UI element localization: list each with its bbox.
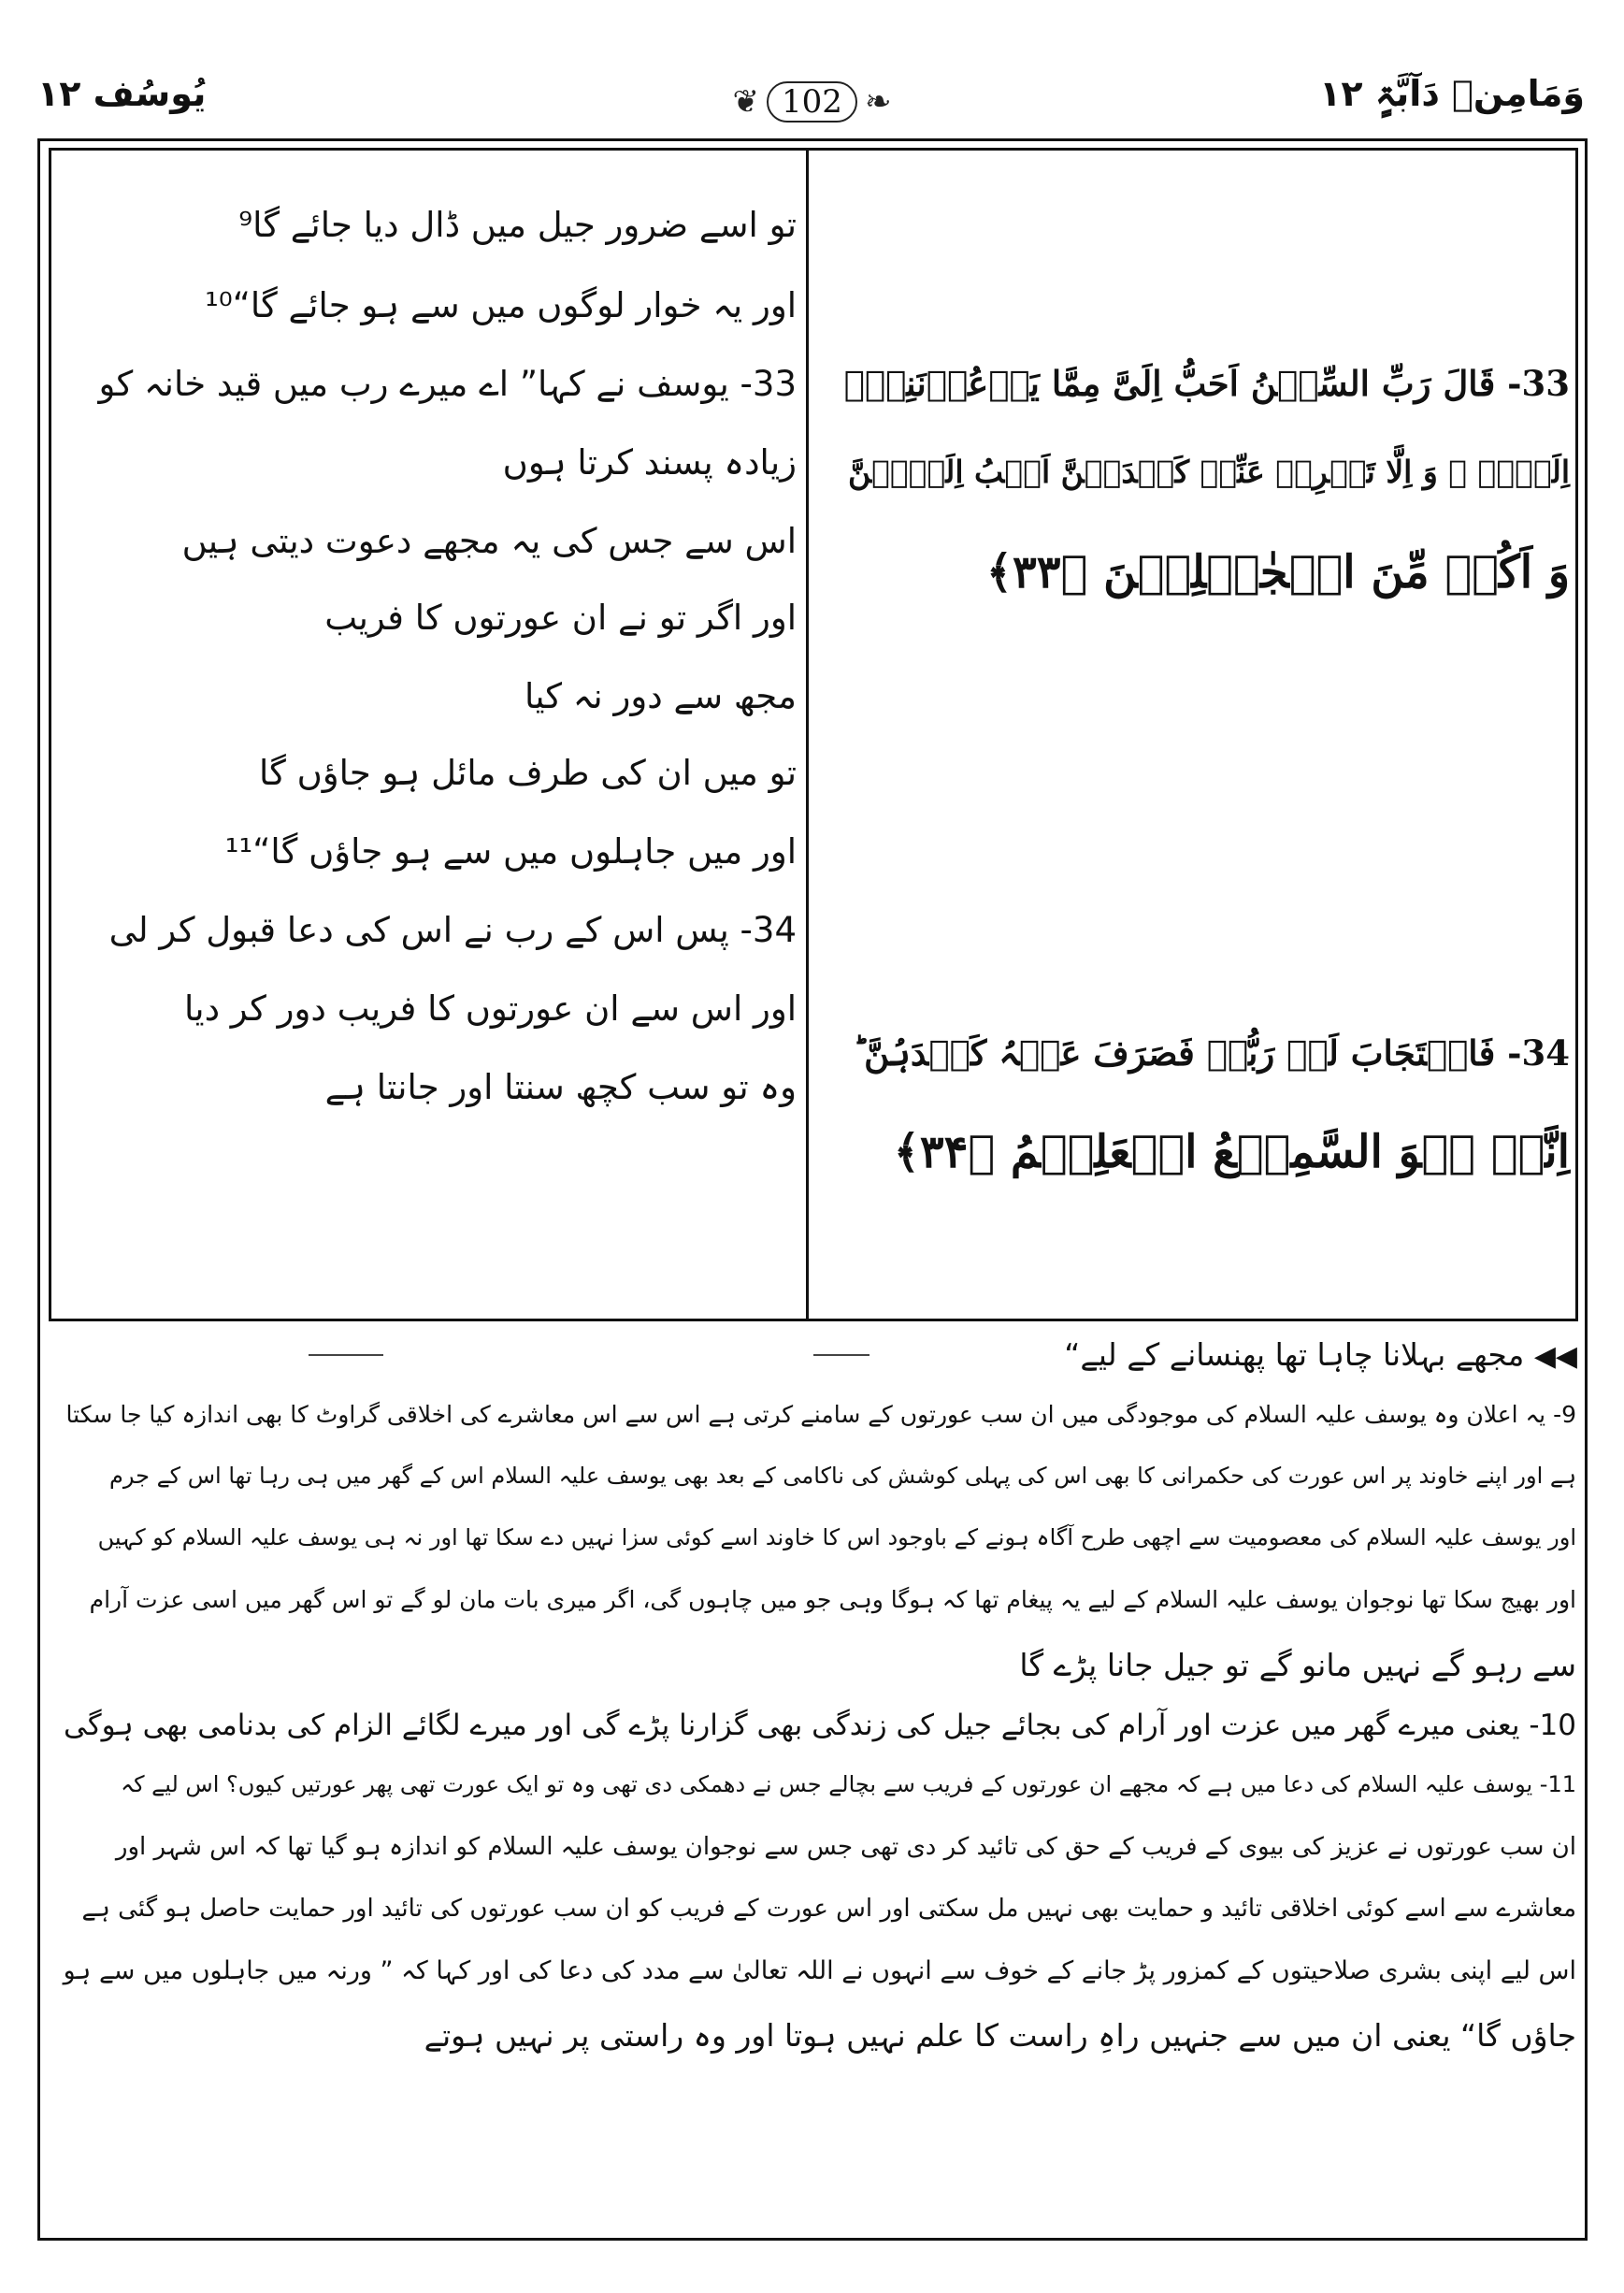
notes-intro: [1064, 1336, 1577, 1373]
verse-33-line: 33- قَالَ رَبِّ السِّجۡنُ اَحَبُّ اِلَیَّ مِمَّا یَدۡعُوۡنَنِیۡۤ: [843, 363, 1570, 404]
page-number-badge: [711, 73, 913, 131]
translation-line: تو میں ان کی طرف مائل ہو جاؤں گا: [258, 753, 797, 793]
translation-line: زیادہ پسند کرتا ہوں: [502, 442, 797, 483]
translation-line: اور میں جاہلوں میں سے ہو جاؤں گا“¹¹: [224, 831, 797, 872]
footnote-line: ان سب عورتوں نے عزیز کی بیوی کے فریب کے حق کی تائید کر دی تھی جس سے نوجوان یوسف علیہ السلام کو اندازہ ہو گیا تھا کہ اس شہر اور: [115, 1833, 1576, 1861]
footnote-line: 11- یوسف علیہ السلام کی دعا میں ہے کہ مجھے ان عورتوں کے فریب سے بچالے جس نے دھمکی دی تھی وہ تو ایک عورت تھی پھر عورتیں کیوں؟ اس لیے کہ: [121, 1771, 1576, 1797]
left-ornament-icon: ❦: [732, 83, 760, 121]
verse-34-line: 34- فَاسۡتَجَابَ لَہٗ رَبُّہٗ فَصَرَفَ عَنۡہُ کَیۡدَہُنَّ ؕ: [853, 1032, 1570, 1074]
decorative-dash: [813, 1354, 869, 1356]
footnote-line: اور یوسف علیہ السلام کی معصومیت سے اچھی طرح آگاہ ہونے کے باوجود اس کا خاوند اسے کوئی سزا نہیں دے سکا تھا اور نہ ہی یوسف علیہ السلام کو کہیں: [97, 1524, 1576, 1550]
footnote-line: معاشرے سے اسے کوئی اخلاقی تائید و حمایت بھی نہیں مل سکتی اور اس عورت کے فریب کو ان سب عورتوں کی تائید اور حمایت حاصل ہو گئی ہے: [81, 1895, 1576, 1923]
footnote-line: جاؤں گا“ یعنی ان میں سے جنہیں راہِ راست کا علم نہیں ہوتا اور وہ راستی پر نہیں ہوتے: [424, 2017, 1576, 2054]
footnote-line: 9- یہ اعلان وہ یوسف علیہ السلام کی موجودگی میں ان سب عورتوں کے سامنے کرتی ہے اس سے اس معاشرے کی اخلاقی گراوٹ کا بھی اندازہ کیا جا سکتا: [65, 1401, 1576, 1428]
surah-name-header: یُوسُف ۱۲: [37, 73, 207, 114]
notes-intro-text: مجھے بہلانا چاہا تھا پھنسانے کے لیے“: [1064, 1336, 1525, 1373]
translation-line: تو اسے ضرور جیل میں ڈال دیا جائے گا⁹: [238, 205, 797, 245]
right-ornament-icon: ❧: [864, 83, 892, 121]
footnote-line: ہے اور اپنے خاوند پر اس عورت کی حکمرانی کا بھی اس کی پہلی کوشش کی ناکامی کے بعد بھی یوسف علیہ السلام اس کے گھر میں ہی رہا تھا اس کے جرم: [109, 1463, 1576, 1489]
translation-line: اور اس سے ان عورتوں کا فریب دور کر دیا: [184, 988, 797, 1029]
decorative-dash: [309, 1354, 383, 1356]
footnote-line: اس لیے اپنی بشری صلاحیتوں کے کمزور پڑ جانے کے خوف سے انہوں نے اللہ تعالیٰ سے مدد کی دعا کی اور کہا کہ ” ورنہ میں جاہلوں میں سے ہو: [63, 1956, 1576, 1985]
translation-line: 33- یوسف نے کہا” اے میرے رب میں قید خانہ کو: [98, 364, 797, 404]
verse-34-line: اِنَّہٗ ہُوَ السَّمِیۡعُ الۡعَلِیۡمُ ﴿۳۴﴾: [893, 1126, 1570, 1178]
translation-line: اور یہ خوار لوگوں میں سے ہو جائے گا“¹⁰: [205, 285, 797, 325]
translation-line: 34- پس اس کے رب نے اس کی دعا قبول کر لی: [108, 910, 797, 950]
pointer-arrows-icon: ◀◀: [1533, 1340, 1577, 1373]
translation-line: مجھ سے دور نہ کیا: [524, 676, 797, 716]
verse-33-line: اِلَیۡہِ ۚ وَ اِلَّا تَصۡرِفۡ عَنِّیۡ کَیۡدَہُنَّ اَصۡبُ اِلَیۡہِنَّ: [847, 454, 1570, 490]
translation-line: اس سے جس کی یہ مجھے دعوت دیتی ہیں: [181, 521, 797, 561]
translation-line: وہ تو سب کچھ سنتا اور جانتا ہے: [324, 1067, 797, 1107]
para-name-header: وَمَامِنۡ دَآبَّۃٍ ۱۲: [1319, 73, 1585, 114]
page-number: 102: [767, 81, 857, 123]
footnote-line: 10- یعنی میرے گھر میں عزت اور آرام کی بجائے جیل کی زندگی بھی گزارنا پڑے گی اور میرے لگائے الزام کی بدنامی بھی ہوگی: [64, 1709, 1576, 1742]
footnote-line: اور بھیج سکا تھا نوجوان یوسف علیہ السلام کے لیے یہ پیغام تھا کہ ہوگا وہی جو میں چاہوں گی، اگر میری بات مان لو گے تو اس گھر میں اسی عزت آرام: [89, 1586, 1576, 1613]
verse-33-line: وَ اَکُنۡ مِّنَ الۡجٰہِلِیۡنَ ﴿۳۳﴾: [985, 546, 1570, 598]
column-divider: [806, 148, 809, 1321]
translation-line: اور اگر تو نے ان عورتوں کا فریب: [324, 598, 797, 638]
footnote-line: سے رہو گے نہیں مانو گے تو جیل جانا پڑے گا: [1019, 1647, 1576, 1683]
